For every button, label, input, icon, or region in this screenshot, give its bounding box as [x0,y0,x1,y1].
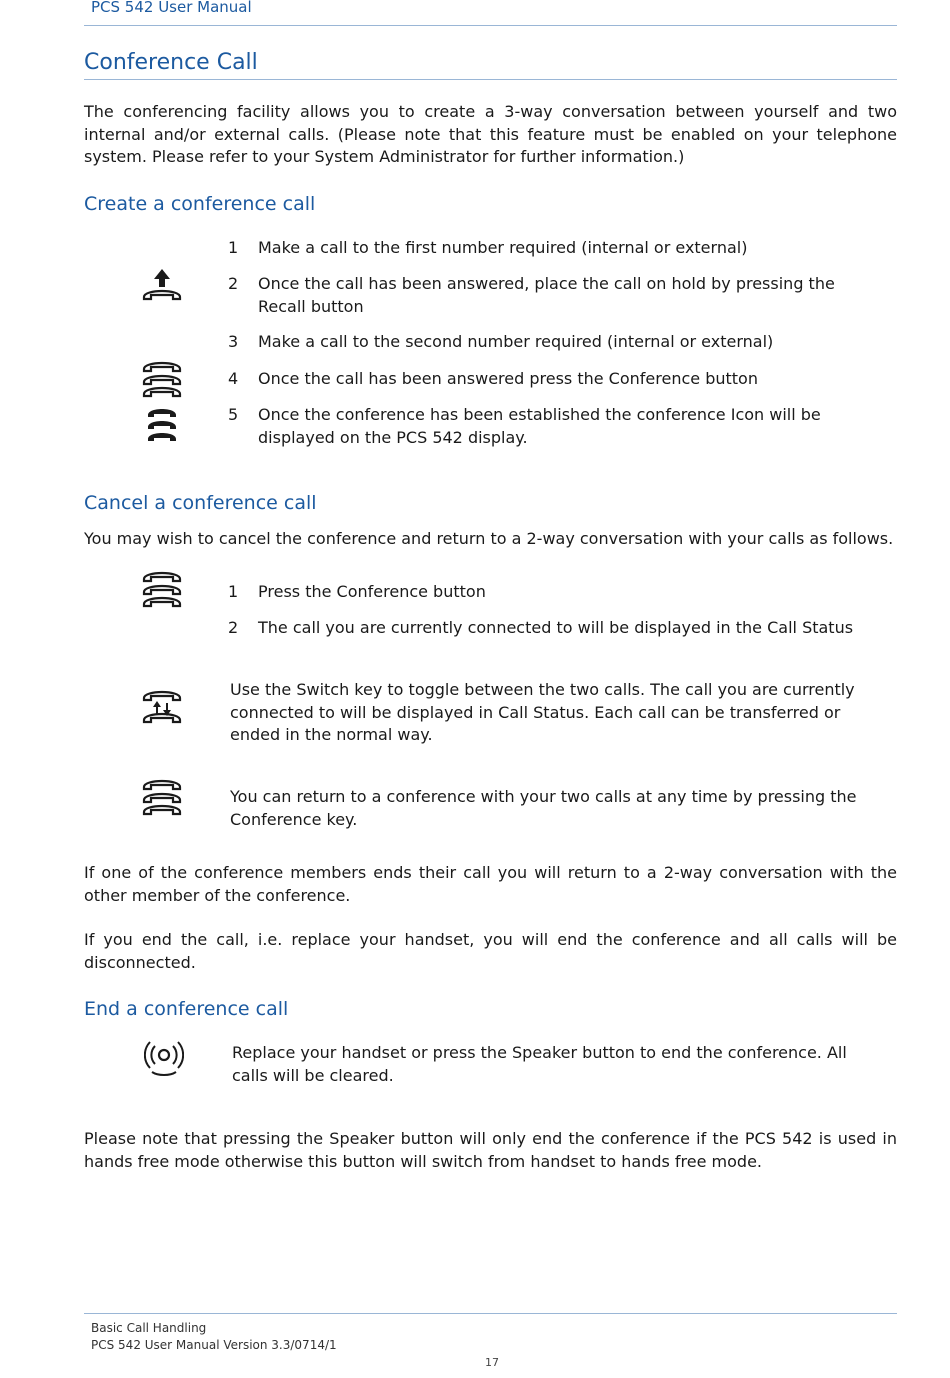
step-text: Press the Conference button [258,582,486,601]
step-number: 1 [228,582,239,601]
end-note: Replace your handset or press the Speaker button to end the conference. All calls will be cleared. [232,1043,847,1085]
create-heading: Create a conference call [84,193,316,215]
closing-paragraph: Please note that pressing the Speaker button will only end the conference if the PCS 542 is used in hands free mode otherwise this button will switch from handset to hands free mode. [84,1129,897,1171]
running-header: PCS 542 User Manual [91,0,252,16]
step-number: 1 [228,238,239,257]
cancel-intro: You may wish to cancel the conference and return to a 2-way conversation with your calls as follows. [84,529,894,548]
member-ends-paragraph: If one of the conference members ends their call you will return to a 2-way conversation with the other member of the conference. [84,863,897,905]
step-text: Make a call to the second number required (internal or external) [258,332,774,351]
step-text: Once the call has been answered press the Conference button [258,369,758,388]
you-end-paragraph: If you end the call, i.e. replace your handset, you will end the conference and all calls will be disconnected. [84,930,897,972]
step-text: Once the conference has been established the conference Icon will be displayed on the PCS 542 display. [258,405,821,447]
header-rule [84,25,897,26]
step-text: Once the call has been answered, place the call on hold by pressing the Recall button [258,274,835,316]
cancel-heading: Cancel a conference call [84,492,317,514]
footer-rule [84,1313,897,1314]
footer-section: Basic Call Handling [91,1321,207,1335]
step-text: Make a call to the first number required (internal or external) [258,238,748,257]
conference-icon [140,356,184,400]
step-number: 2 [228,274,239,293]
step-number: 2 [228,618,239,637]
switch-icon [140,686,184,730]
return-note: You can return to a conference with your two calls at any time by pressing the Conference key. [230,787,857,829]
title-rule [84,79,897,80]
footer-version: PCS 542 User Manual Version 3.3/0714/1 [91,1338,337,1352]
page-number: 17 [485,1356,499,1369]
step-number: 4 [228,369,239,388]
step-text: The call you are currently connected to will be displayed in the Call Status [258,618,854,637]
intro-paragraph: The conferencing facility allows you to create a 3-way conversation between yourself and two internal and/or external calls. (Please note that this feature must be enabled on your telephone system. Please refer to your System Administrator for further information.) [84,102,897,166]
speaker-icon [144,1036,188,1080]
step-number: 5 [228,405,239,424]
step-number: 3 [228,332,239,351]
end-heading: End a conference call [84,998,289,1020]
switch-note: Use the Switch key to toggle between the two calls. The call you are currently connected to will be displayed in Call Status. Each call can be transferred or ended in the normal way. [230,680,855,744]
page-title: Conference Call [84,50,258,75]
recall-icon [140,265,184,309]
conference-status-icon [146,405,190,449]
conference-icon [140,774,184,818]
conference-icon [140,566,184,610]
